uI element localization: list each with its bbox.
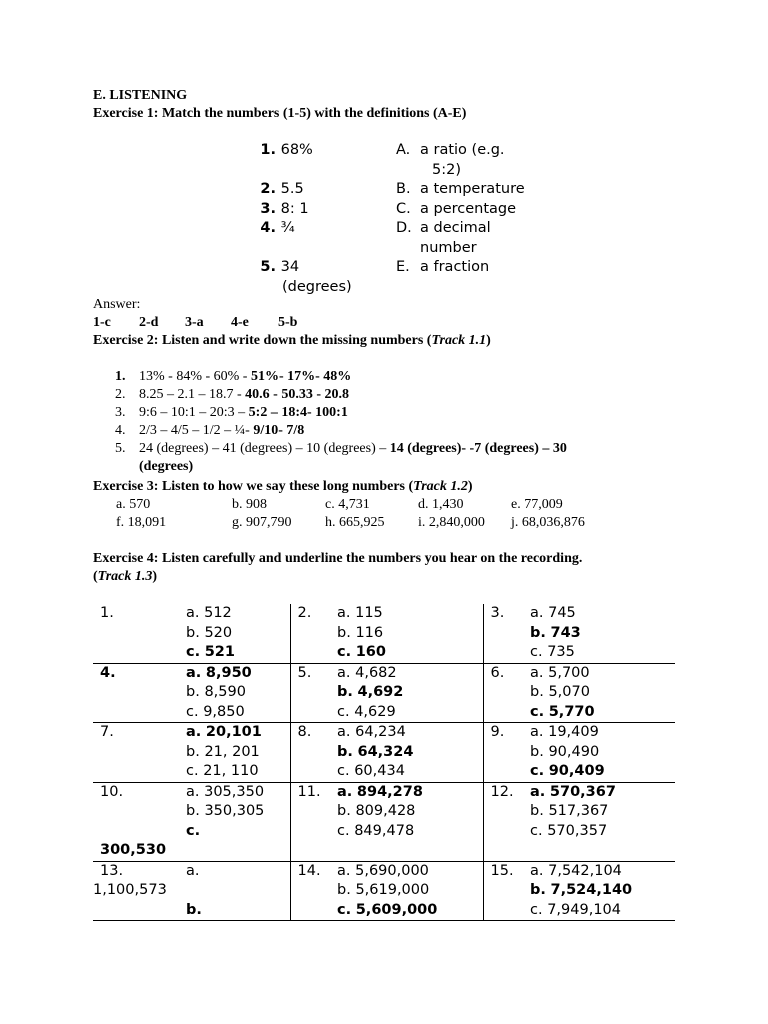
ex1-number-label: 5. xyxy=(260,259,276,275)
ex1-def-text: a percentage xyxy=(420,200,517,217)
section-title: E. LISTENING xyxy=(93,88,188,103)
ex4-option[interactable]: a. 745 xyxy=(530,605,576,621)
ex4-option[interactable]: c. xyxy=(186,822,201,839)
ex3-number: b. 908 xyxy=(232,497,267,512)
ex4-option[interactable]: c. 570,357 xyxy=(530,822,608,839)
ex1-numbers-list xyxy=(254,141,352,297)
ex1-number-value: 68% xyxy=(280,142,313,158)
ex4-question-number: 10. xyxy=(93,782,186,841)
ex4-option[interactable]: b. 90,490 xyxy=(530,743,600,760)
ex4-options xyxy=(337,861,483,921)
ex4-options xyxy=(337,663,483,723)
ex1-def-letter: E. xyxy=(396,259,410,275)
ex3-number: h. 665,925 xyxy=(325,515,385,530)
ex4-option[interactable]: a. 115 xyxy=(337,605,383,621)
ex1-number-label: 4. xyxy=(260,220,276,236)
answer-label: Answer: xyxy=(93,297,141,312)
track-label: Track 1.3 xyxy=(97,569,153,584)
ex1-def-letter: A. xyxy=(396,142,411,158)
ex2-list xyxy=(111,368,671,476)
ex4-question-number: 9. xyxy=(483,723,530,783)
ex4-options xyxy=(337,782,483,841)
ex4-option[interactable] xyxy=(186,881,290,901)
ex4-option[interactable]: c. 849,478 xyxy=(337,822,415,839)
ex4-option[interactable]: b. 4,692 xyxy=(337,684,404,700)
ex4-options xyxy=(337,723,483,783)
ex4-options xyxy=(530,723,675,783)
ex4-option[interactable]: b. 21, 201 xyxy=(186,743,260,760)
answer-item: 4-e xyxy=(231,315,249,330)
ex4-option[interactable]: b. 350,305 xyxy=(186,803,265,819)
ex2-answer: 51%- 17%- 48% xyxy=(250,369,352,384)
ex2-item: 5. 24 (degrees) – 41 (degrees) – 10 (degrees) – 14 (degrees)- -7 (degrees) – 30 (degrees) xyxy=(115,441,567,474)
ex4-option[interactable]: a. 64,234 xyxy=(337,724,406,740)
exercise-2-title: Exercise 2: Listen and write down the missing numbers (Track 1.1) xyxy=(93,333,491,348)
ex4-option[interactable]: c. 735 xyxy=(530,644,575,660)
ex4-question-number: 15. xyxy=(483,861,530,921)
ex3-number: c. 4,731 xyxy=(325,497,370,512)
ex1-number-label: 3. xyxy=(260,200,276,217)
exercise-3-title: Exercise 3: Listen to how we say these long numbers (Track 1.2) xyxy=(93,479,473,494)
ex4-option[interactable]: a. 4,682 xyxy=(337,664,397,681)
ex1-number-value: 34 xyxy=(280,259,300,275)
ex3-number: j. 68,036,876 xyxy=(511,515,585,530)
ex4-question-number: 6. xyxy=(483,663,530,723)
ex4-options xyxy=(337,604,483,663)
ex4-option[interactable]: a. 19,409 xyxy=(530,724,599,740)
ex4-options xyxy=(186,782,290,841)
ex4-row xyxy=(93,782,675,841)
ex2-item: 1. 13% - 84% - 60% - 51%- 17%- 48% xyxy=(115,369,352,384)
ex4-option[interactable]: c. 7,949,104 xyxy=(530,901,621,918)
answer-item: 3-a xyxy=(185,315,204,330)
answer-item: 2-d xyxy=(139,315,159,330)
ex4-option[interactable]: b. 517,367 xyxy=(530,803,609,819)
ex1-def-text-cont: 5:2) xyxy=(432,161,461,178)
ex4-option[interactable]: c. 160 xyxy=(337,644,386,660)
ex4-option[interactable]: c. 5,770 xyxy=(530,703,595,720)
ex4-option[interactable]: a. 8,950 xyxy=(186,664,252,681)
ex4-option[interactable]: c. 521 xyxy=(186,644,235,660)
ex1-def-letter: B. xyxy=(396,181,411,197)
ex2-item: 2. 8.25 – 2.1 – 18.7 - 40.6 - 50.33 - 20.8 xyxy=(115,387,349,402)
answer-key xyxy=(93,314,297,332)
ex4-option[interactable]: a. 5,690,000 xyxy=(337,862,429,879)
ex4-options xyxy=(530,782,675,841)
ex4-option[interactable]: a. xyxy=(186,862,200,879)
ex4-question-number: 14. xyxy=(290,861,337,921)
track-label: Track 1.2 xyxy=(413,479,468,494)
ex1-number-value-cont: (degrees) xyxy=(282,278,352,295)
ex4-option[interactable]: a. 894,278 xyxy=(337,783,423,800)
ex4-options xyxy=(186,723,290,783)
ex4-question-number: 1. xyxy=(100,605,114,621)
ex4-options xyxy=(186,663,290,723)
ex3-number: a. 570 xyxy=(116,497,151,512)
ex1-definitions-list xyxy=(396,141,525,278)
exercise-4-table xyxy=(93,604,675,921)
ex1-def-text-cont: number xyxy=(420,239,477,256)
ex4-question-number: 13. 1,100,573 xyxy=(93,861,186,921)
ex2-answer: 14 (degrees)- -7 (degrees) – 30 xyxy=(389,441,567,456)
ex4-row xyxy=(93,663,675,723)
ex4-question-number: 3. xyxy=(483,604,530,663)
ex4-option[interactable]: b. 5,619,000 xyxy=(337,882,430,898)
ex4-option[interactable]: c. 9,850 xyxy=(186,703,245,720)
ex4-option[interactable]: c. 5,609,000 xyxy=(337,901,438,918)
ex4-answer-wrap[interactable]: 300,530 xyxy=(100,842,167,858)
ex4-option[interactable]: a. 512 xyxy=(186,605,232,621)
answer-item: 5-b xyxy=(278,315,298,330)
ex4-question-number: 12. xyxy=(483,782,530,841)
ex4-options xyxy=(530,663,675,723)
ex4-option[interactable]: b. 64,324 xyxy=(337,743,414,760)
ex4-options xyxy=(186,861,290,921)
ex4-option[interactable]: c. 4,629 xyxy=(337,703,396,720)
ex2-item: 4. 2/3 – 4/5 – 1/2 – ¼- 9/10- 7/8 xyxy=(115,423,305,438)
ex3-number: e. 77,009 xyxy=(511,497,563,512)
ex4-row xyxy=(93,861,675,921)
ex4-option[interactable]: a. 305,350 xyxy=(186,783,265,800)
ex2-answer: 9/10- 7/8 xyxy=(253,423,305,438)
ex4-question-number: 5. xyxy=(290,663,337,723)
ex4-option[interactable]: c. 90,409 xyxy=(530,763,605,779)
track-label: Track 1.1 xyxy=(431,333,487,348)
ex2-item: 3. 9:6 – 10:1 – 20:3 – 5:2 – 18:4- 100:1 xyxy=(115,405,348,420)
ex4-option[interactable]: b. 5,070 xyxy=(530,684,590,700)
ex3-row xyxy=(116,514,585,532)
ex2-answer: 40.6 - 50.33 - 20.8 xyxy=(245,387,349,402)
ex4-option[interactable]: a. 7,542,104 xyxy=(530,862,622,879)
ex4-options xyxy=(186,604,290,663)
ex4-option[interactable]: b. 520 xyxy=(186,624,233,641)
ex1-number-label: 1. xyxy=(260,142,276,158)
ex3-number: g. 907,790 xyxy=(232,515,292,530)
ex4-row xyxy=(93,723,675,783)
ex4-question-number: 8. xyxy=(290,723,337,783)
ex1-def-letter: D. xyxy=(396,220,412,236)
ex4-option[interactable]: b. 743 xyxy=(530,624,581,641)
ex4-options xyxy=(530,604,675,663)
ex4-option[interactable]: a. 5,700 xyxy=(530,664,590,681)
ex4-question-number: 11. xyxy=(290,782,337,841)
ex4-option[interactable]: b. 8,590 xyxy=(186,684,246,700)
ex1-def-text: a temperature xyxy=(420,181,525,197)
exercise-4-title: Exercise 4: Listen carefully and underline the numbers you hear on the recording. xyxy=(93,551,583,566)
ex4-question-number: 2. xyxy=(290,604,337,663)
ex3-number: i. 2,840,000 xyxy=(418,515,485,530)
ex1-number-value: 8: 1 xyxy=(280,200,309,217)
exercise-1-title: Exercise 1: Match the numbers (1-5) with the definitions (A-E) xyxy=(93,106,467,121)
ex1-def-text: a ratio (e.g. xyxy=(420,142,505,158)
ex1-number-value: 5.5 xyxy=(280,181,304,197)
ex3-row xyxy=(116,496,563,514)
exercise-4-track: (Track 1.3) xyxy=(93,569,158,584)
ex4-option[interactable]: a. 20,101 xyxy=(186,724,262,740)
ex2-answer: 5:2 – 18:4- 100:1 xyxy=(248,405,348,420)
ex3-number: f. 18,091 xyxy=(116,515,167,530)
ex1-def-letter: C. xyxy=(396,200,411,217)
ex1-number-label: 2. xyxy=(260,181,276,197)
ex4-question-number: 7. xyxy=(93,723,186,783)
ex1-number-value: ¾ xyxy=(280,220,295,236)
ex2-answer-cont: (degrees) xyxy=(139,459,194,474)
ex4-option[interactable]: c. 21, 110 xyxy=(186,763,259,779)
ex4-wrap-row xyxy=(93,841,675,861)
answer-item: 1-c xyxy=(93,315,111,330)
ex4-option[interactable]: b. xyxy=(186,901,202,918)
ex3-number: d. 1,430 xyxy=(418,497,464,512)
ex4-option[interactable]: a. 570,367 xyxy=(530,783,616,800)
ex4-option[interactable]: b. 116 xyxy=(337,624,384,641)
ex4-option[interactable]: b. 809,428 xyxy=(337,803,416,819)
ex1-def-text: a decimal xyxy=(420,220,491,236)
ex4-row xyxy=(93,604,675,663)
ex4-options xyxy=(530,861,675,921)
ex4-option[interactable]: c. 60,434 xyxy=(337,763,405,779)
ex4-question-number: 4. xyxy=(93,663,186,723)
ex4-option[interactable]: b. 7,524,140 xyxy=(530,882,633,898)
ex1-def-text: a fraction xyxy=(420,259,490,275)
